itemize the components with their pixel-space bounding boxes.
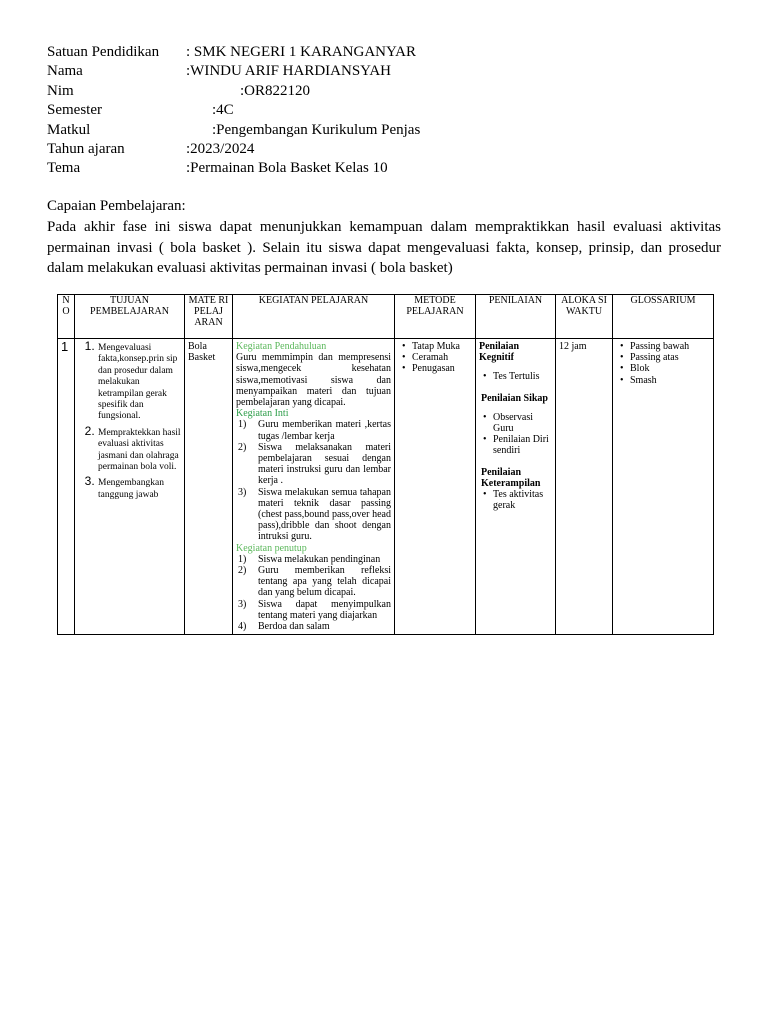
- sikap-list: [479, 412, 552, 457]
- identity-label: Tahun ajaran: [47, 140, 125, 157]
- penutup-title: Kegiatan penutup: [236, 542, 307, 554]
- glossarium-item: • Blok: [630, 363, 710, 374]
- header-no: N O: [58, 295, 75, 339]
- penutup-item: Siswa melakukan pendinginan: [258, 553, 381, 565]
- tujuan-cell: [75, 339, 185, 635]
- identity-value: :OR822120: [240, 82, 311, 99]
- sikap-title: Penilaian Sikap: [481, 392, 548, 404]
- identity-value: :WINDU ARIF HARDIANSYAH: [186, 63, 392, 80]
- inti-item: Siswa melakukan semua tahapan materi teknik dasar passing (chest pass,bound pass,over head pass),dribble dan shoot dengan intruksi guru.: [258, 486, 391, 543]
- identity-value: :Pengembangan Kurikulum Penjas: [212, 121, 421, 138]
- sikap-item: • Observasi Guru: [493, 412, 552, 434]
- keterampilan-item: • Tes aktivitas gerak: [493, 489, 552, 511]
- identity-label: Satuan Pendidikan: [47, 44, 160, 60]
- keterampilan-list: [479, 489, 552, 511]
- identity-label: Semester: [47, 102, 102, 119]
- kognitif-title: Penilaian Kegnitif: [479, 341, 520, 364]
- tujuan-item: 2. Mempraktekkan hasil evaluasi aktivitas jasmani dan olahraga permainan bola voli.: [98, 426, 181, 474]
- identity-value: :Permainan Bola Basket Kelas 10: [186, 160, 388, 177]
- identity-value: :4C: [212, 102, 234, 119]
- glossarium-cell: [613, 339, 714, 635]
- identity-label: Nim: [47, 82, 74, 99]
- metode-cell: [395, 339, 476, 635]
- kegiatan-cell: [233, 339, 395, 635]
- materi-cell: Bola Basket: [185, 339, 233, 635]
- header-materi: MATE RI PELAJ ARAN: [185, 295, 233, 339]
- penilaian-cell: [476, 339, 556, 635]
- glossarium-list: [616, 341, 710, 386]
- header-glossarium: GLOSSARIUM: [613, 295, 714, 339]
- sikap-item: • Penilaian Diri sendiri: [493, 434, 552, 456]
- kognitif-item: • Tes Tertulis: [493, 371, 552, 382]
- table-row: [58, 339, 714, 635]
- penutup-item: Berdoa dan salam: [258, 621, 330, 633]
- tujuan-list: [78, 341, 181, 501]
- header-tujuan: TUJUAN PEMBELAJARAN: [75, 295, 185, 339]
- inti-item: Guru memberikan materi ,kertas tugas /lembar kerja: [258, 419, 391, 442]
- metode-item: • Ceramah: [412, 352, 472, 363]
- metode-item: • Penugasan: [412, 363, 472, 374]
- inti-title: Kegiatan Inti: [236, 408, 289, 420]
- header-kegiatan: KEGIATAN PELAJARAN: [233, 295, 395, 339]
- header-penilaian: PENILAIAN: [476, 295, 556, 339]
- metode-list: [398, 341, 472, 375]
- glossarium-item: • Smash: [630, 375, 710, 386]
- identity-value: : SMK NEGERI 1 KARANGANYAR: [186, 44, 417, 60]
- identity-label: Tema: [47, 160, 81, 177]
- tujuan-item: 1. Mengevaluasi fakta,konsep.prin sip dan prosedur dalam melakukan ketrampilan gerak spesifik dan fungsional.: [98, 341, 181, 423]
- row-number: 1: [58, 339, 75, 635]
- tujuan-item: 3. Mengembangkan tanggung jawab: [98, 476, 181, 501]
- inti-item: Siswa melaksanakan materi pembelajaran sesuai dengan materi instruksi guru dan lembar kerja .: [258, 441, 391, 487]
- pendahuluan-title: Kegiatan Pendahuluan: [236, 341, 327, 352]
- pendahuluan-text: Guru memmimpin dan mempresensi siswa,mengecek kesehatan siswa,memotivasi siswa dan menyampaikan materi dan tujuan pembelajaran yang dicapai.: [236, 352, 391, 409]
- identity-value: :2023/2024: [186, 140, 255, 157]
- inti-list: [236, 419, 391, 542]
- table-header-row: [58, 295, 714, 339]
- capaian-title: Capaian Pembelajaran:: [47, 198, 186, 214]
- metode-item: • Tatap Muka: [412, 341, 472, 352]
- identity-label: Nama: [47, 63, 83, 80]
- penutup-item: Siswa dapat menyimpulkan tentang materi yang diajarkan: [258, 598, 391, 621]
- header-metode: METODE PELAJARAN: [395, 295, 476, 339]
- alokasi-cell: 12 jam: [556, 339, 613, 635]
- penutup-item: Guru memberikan refleksi tentang apa yang telah dicapai dan yang belum dicapai.: [258, 565, 391, 599]
- glossarium-item: • Passing atas: [630, 352, 710, 363]
- capaian-text: Pada akhir fase ini siswa dapat menunjukkan kemampuan dalam mempraktikkan hasil evaluasi aktivitas permainan invasi ( bola basket ). Selain itu siswa dapat mengevaluasi fakta, konsep, prinsip, dan prosedur dalam melakukan evaluasi aktivitas permainan invasi ( bola basket): [47, 219, 721, 276]
- kognitif-list: [479, 371, 552, 382]
- header-alokasi: ALOKA SI WAKTU: [556, 295, 613, 339]
- lesson-plan-table: [57, 294, 714, 635]
- penutup-list: [236, 554, 391, 632]
- keterampilan-title: Penilaian Keterampilan: [481, 466, 541, 489]
- identity-label: Matkul: [47, 121, 91, 138]
- glossarium-item: • Passing bawah: [630, 341, 710, 352]
